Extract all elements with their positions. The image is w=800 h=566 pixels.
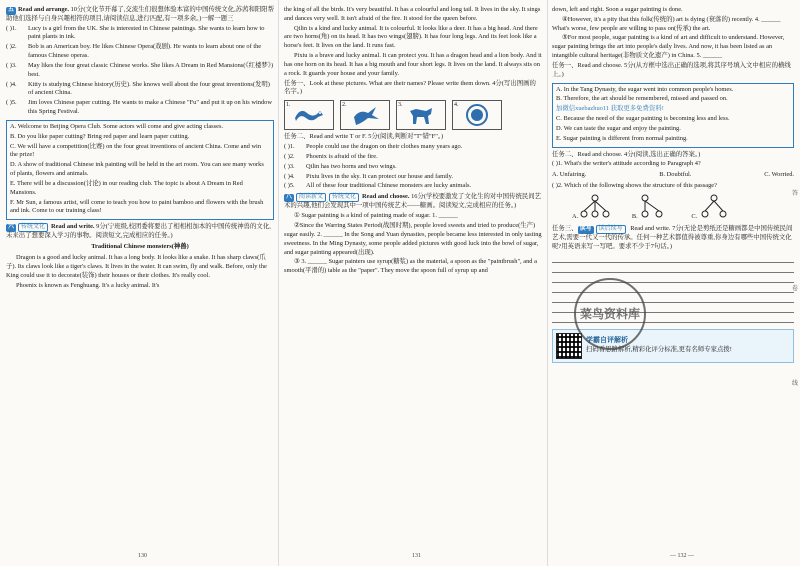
passage-paragraph: Pixiu is a brave and lucky animal. It can protect you. It has a dragon head and a lion body. And it has one horn on its head. It has a big mouth and four short legs. It lives on the land. It always sits on a rock. It guards your house and your family. [284,52,542,77]
passage-paragraph: ③ 3. ______ Sugar painters use syrup(糖浆) as the material, a spoon as the "paintbrush", and a smooth(平滑的) table as the "paper". They move the spoon full of syrup up and [284,258,537,275]
passage-paragraph: ②Since the Warring States Period(战国时期), people loved sweets and tried to produce(生产) sugar easily. 2. ______ In the Song and Yuan dynasties, people became less interested in only tasting sweetness. In the Ming Dynasty, some people added pictures with good luck into the bowl of sugar, and sugar painting appeared(出现). [284,222,542,256]
question-text: People could use the dragon on their clothes many years ago. [306,143,463,151]
option-letter: B. [631,212,638,220]
section-label: 传统文化 [18,223,48,232]
dragon-picture [284,100,334,130]
passage-paragraph: ④However, it's a pity that this folk(传统的) art is dying (衰落的) recently. 4. ______ What's worse, few people are willing to pass on(传承) the art. [552,15,781,32]
option-item: D. A show of traditional Chinese ink painting will be held in the art room. You can see many works of plants, flowers and animals. [10,161,264,178]
answer-option[interactable]: C. Worried. [764,171,794,179]
structure-option[interactable] [572,194,610,222]
page-130-column [6,6,274,291]
section-number: 五 [8,7,15,13]
passage-paragraph: Qilin is a kind and lucky animal. It is colourful. It looks like a deer. It has a big head. And there are two horns(角) on its head. It has two wings(翅膀). It has four long legs. And its feet look like a horse's feet. It lives on the land. It runs fast. [284,24,538,50]
section-number: 六 [8,224,15,231]
pixiu-picture [452,100,502,130]
task-3-instruction [552,225,794,252]
structure-diagram-icon [639,194,669,218]
option-letter: C. [691,212,698,220]
binding-mark: 答 [791,191,798,197]
question-number: ( )3. [284,162,295,170]
binding-mark: 卷 [791,286,798,292]
question-row[interactable] [6,81,274,99]
passage-paragraph: ① Sugar painting is a kind of painting made of sugar. 1. ______ [294,212,458,220]
watermark-stamp: 菜鸟资料库 [574,278,646,350]
binding-mark: 线 [791,381,798,387]
passage-paragraph: the king of all the birds. It's very beautiful. It has a colourful and long tail. It lives in the sky. It sings and dances very well. It isn't afraid of the fire. It stood for the queen before. [284,6,541,22]
column-divider [547,0,548,566]
question-text: Kitty is studying Chinese history(历史). She knows well about the four great inventions(发明) of ancient China. [28,80,270,97]
question-number: ( )5. [6,99,17,107]
question-text: Bob is an American boy. He likes Chinese Opera(戏剧). He wants to learn about one of the famous Chinese operas. [28,43,262,60]
section-intro: 10分(文化节开幕了,交流生们很想体验本富的中国传统文化,苏茜和阳阳帮助他们选择与自身兴趣相符的项目,请阅读信息,进行匹配,有一项多余。)一解一题三 [6,6,275,22]
option-item: A. In the Tang Dynasty, the sugar went into common people's homes. [556,85,734,93]
question-text: Pixiu lives in the sky. It can protect our house and family. [306,172,454,180]
tf-question[interactable] [284,173,542,182]
question-number: ( )2. [6,43,17,51]
passage-paragraph: ⑤For most people, sugar painting is a kind of art and difficult to understand. However, sugar painting brings the art into people's daily lives. And now, it has been listed as an intangible cultural heritage(非物质文化遗产) in China. 5. ______ [552,34,785,60]
tf-question[interactable] [284,143,542,152]
tf-question[interactable] [284,182,542,191]
tf-question[interactable] [284,163,542,172]
structure-diagram-icon [699,194,729,218]
pixiu-icon [460,103,494,127]
page-number: 130 [138,553,147,559]
option-item: B. Therefore, the art should be remembered, missed and passed on. [556,95,728,103]
phoenix-icon [348,103,382,127]
question-text: May likes the four great classic Chinese works. She likes A Dream in Red Mansions(《红楼梦》) best. [28,61,274,78]
question-number: ( )2. [284,152,295,160]
option-item: C. Because the need of the sugar painting is becoming less and less. [556,115,730,123]
section-intro: 9分(宁班级,校团委将要出了相相相加本的中国传统神兽的文化,未来出了想要深入学习的事物。阅读短文,完成相应的任务。) [6,223,271,240]
question-number: ( )4. [284,172,295,180]
dragon-icon [292,103,326,127]
picture-number: 2. [342,102,347,109]
option-item: B. Do you like paper cutting? Bring red paper and learn paper cutting. [10,132,190,140]
phoenix-picture [340,100,390,130]
question-text: Lucy is a girl from the UK. She is interested in Chinese paintings. She wants to learn how to paint plants in ink. [28,24,265,41]
watermark-text: 加微信xuebazhuo11 获取更多免费资料! [556,105,664,113]
structure-options [572,194,794,222]
qr-title: 学霸自评解析 [586,336,628,345]
qr-text: 扫码看思路解析,精彩化评分标准,更有名师专家点拨! [586,345,732,353]
passage-title: Traditional Chinese monsters(神兽) [91,243,189,251]
option-item: E. There will be a discussion(讨论) in our reading club. The topic is about A Dream in Red Mansions. [10,179,243,196]
task-instruction: 任务一、Read and choose. 5分(从方框中选出正确的选项,将其序号填入文中相应的横线上。) [552,61,791,78]
question-row[interactable] [6,43,274,61]
option-item: C. We will have a competition(比赛) on the four great inventions of ancient China. Come and win the prize! [10,142,262,159]
option-item: A. Welcome to Beijing Opera Club. Some actors will come and give acting classes. [10,122,224,130]
structure-diagram-icon [580,194,610,218]
question-number: ( )1. [284,143,295,151]
structure-option[interactable] [632,194,669,222]
passage-paragraph: Dragon is a good and lucky animal. It has a long body. It looks like a snake. It has sharp claws(爪子). Its claws look like a tiger's claws. It lives in the water. It can swim, fly and walk. Before, only the King could use it to decorate(装饰) their houses or their clothes. It's really cool. [6,254,267,279]
question-row[interactable] [6,62,274,80]
answer-option[interactable]: A. Unfairing. [552,171,587,179]
task-instruction: 任务一、Look at these pictures. What are their names? Please write them down. 4分(写出图画的名字。) [284,79,536,96]
task-instruction: 任务二、Read and write T or F. 5分(阅读,判断对"T"错"F"。) [284,133,444,141]
page-131-column [284,6,542,277]
section-heading: Read and choose. [362,193,410,201]
section-intro: 16分(学校要激发了文化生的对中国传统民间艺术的兴趣,他们会发现其中一项中国传统艺术——糖画。阅读短文,完成相应的任务。) [284,193,542,210]
option-item: F. Mr Sun, a famous artist, will come to teach you how to paint bamboo and flowers with the brush and ink. Come to our training class! [10,198,264,215]
task-label: 任务三、 [552,224,578,232]
option-item: E. Sugar painting is different from normal painting. [556,134,688,142]
passage-paragraph: Phoenix is known as Fenghuang. It's a lucky animal. It's [16,281,160,289]
question-number: ( )1. [6,24,17,32]
question-text: All of these four traditional Chinese monsters are lucky animals. [306,182,472,190]
tf-question[interactable] [284,153,542,162]
section-6-header [6,223,274,241]
picture-number: 4. [454,102,459,109]
section-number: 八 [286,194,293,201]
monster-pictures [284,100,542,130]
task-text: Read and write. 7分(无论是剪纸还是糖画都是中国传统民间艺术,需要一代又一代的传承。任何一种艺术都值得被尊重,你身边有哪些中国传统文化呢?用英语来写一写吧。要求不少于7句话。) [552,224,793,250]
section-label: 传统文化 [329,193,359,202]
section-label: 读写 [579,225,592,232]
answer-option[interactable]: B. Doubtful. [659,171,692,179]
passage-paragraph: down, left and right. Soon a sugar painting is done. [552,6,683,13]
section-heading: Read and write. [51,223,95,231]
section-5-header [6,6,274,24]
section-label: 读后续写 [596,225,626,234]
question-text[interactable]: ( )1. What's the writer's attitude according to Paragraph 4? [552,160,701,168]
question-row[interactable] [6,99,274,117]
section-heading: Read and arrange. [18,6,69,13]
section-8-header [284,193,542,211]
question-number: ( )3. [6,61,17,69]
task-instruction: 任务二、Read and choose. 4分(阅读,选出正确的答案。) [552,150,701,158]
answer-options [552,171,794,180]
question-number: ( )4. [6,80,17,88]
qilin-picture [396,100,446,130]
question-row[interactable] [6,25,274,43]
question-number: ( )5. [284,182,295,190]
option-item: D. We can taste the sugar and enjoy the painting. [556,124,681,132]
qilin-icon [404,103,438,127]
column-divider [278,0,279,566]
picture-number: 3. [398,102,403,109]
options-box [552,83,794,148]
matching-questions [6,25,274,117]
qr-code-icon[interactable] [556,333,582,359]
page-number: — 132 — [670,553,694,559]
option-letter: A. [572,212,579,220]
section-label: 阅读新文 [296,193,326,202]
question-text: Qilin has two horns and two wings. [306,162,397,170]
picture-number: 1. [286,102,291,109]
structure-option[interactable] [691,194,728,222]
question-text: Phoenix is afraid of the fire. [306,152,378,160]
question-text[interactable]: ( )2. Which of the following shows the structure of this passage? [552,182,717,190]
question-text: Jim loves Chinese paper cutting. He wants to make a Chinese "Fu" and put it up on his window this Spring Festival. [28,99,272,116]
options-box [6,120,274,220]
page-number: 131 [412,553,421,559]
